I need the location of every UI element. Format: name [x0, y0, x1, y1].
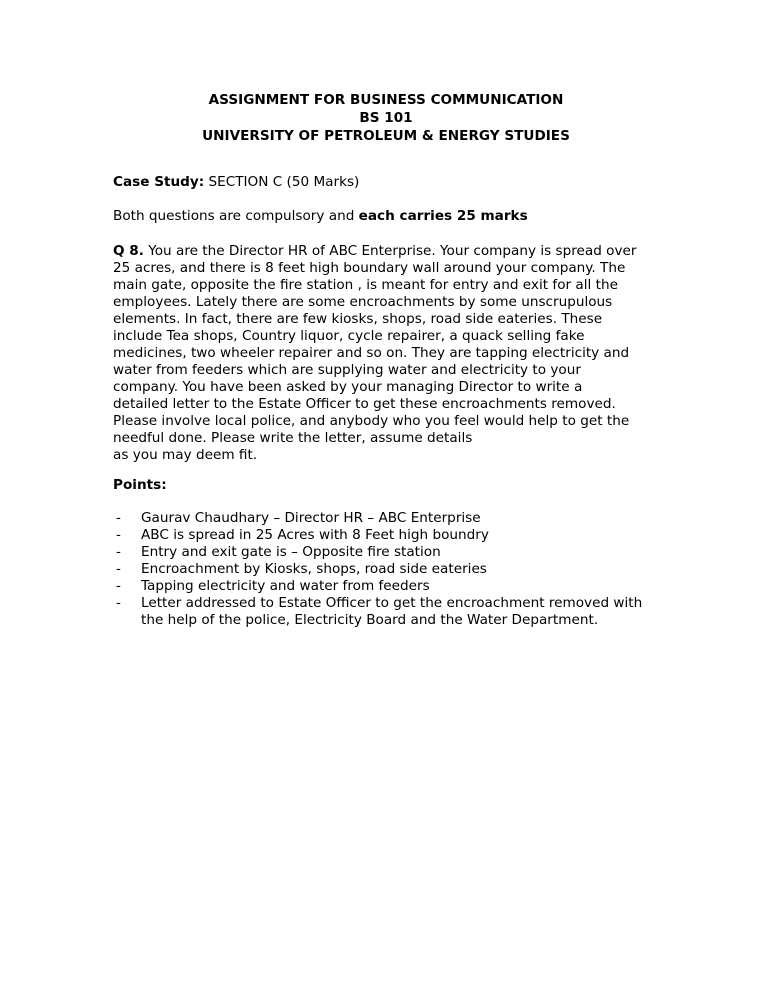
list-item-text: the help of the police, Electricity Board and the Water Department.: [141, 612, 599, 628]
header-title: ASSIGNMENT FOR BUSINESS COMMUNICATION: [208, 92, 564, 108]
question-line: water from feeders which are supplying water and electricity to your: [113, 362, 581, 378]
instructions-line: [113, 208, 528, 225]
question-line: Please involve local police, and anybody who you feel would help to get the: [113, 413, 630, 429]
question-label: Q 8.: [113, 243, 144, 259]
header-course-code: BS 101: [359, 110, 413, 126]
list-item-text: Gaurav Chaudhary – Director HR – ABC Enterprise: [141, 510, 481, 526]
list-item-text: Encroachment by Kiosks, shops, road side eateries: [141, 561, 487, 577]
bullet-dash: -: [116, 527, 121, 543]
question-line: employees. Lately there are some encroachments by some unscrupulous: [113, 294, 613, 310]
list-item: [113, 544, 673, 561]
list-item-text: Tapping electricity and water from feeders: [141, 578, 430, 594]
question-line: include Tea shops, Country liquor, cycle repairer, a quack selling fake: [113, 328, 585, 344]
instructions-bold: each carries 25 marks: [358, 208, 528, 224]
list-item: [113, 578, 673, 595]
question-line: main gate, opposite the fire station , is meant for entry and exit for all the: [113, 277, 618, 293]
list-item-continuation: [113, 612, 673, 629]
bullet-dash: -: [116, 510, 121, 526]
document-header: [0, 91, 768, 145]
question-line: detailed letter to the Estate Officer to get these encroachments removed.: [113, 396, 616, 412]
points-heading-text: Points:: [113, 477, 167, 493]
question-block: [113, 243, 673, 464]
points-heading: [113, 477, 167, 494]
list-item: [113, 595, 673, 612]
question-line: needful done. Please write the letter, assume details: [113, 430, 473, 446]
question-line: elements. In fact, there are few kiosks, shops, road side eateries. These: [113, 311, 603, 327]
bullet-dash: -: [116, 561, 121, 577]
case-study-line: [113, 174, 359, 191]
points-list: [113, 510, 673, 629]
question-line: medicines, two wheeler repairer and so on. They are tapping electricity and: [113, 345, 630, 361]
instructions-text: Both questions are compulsory and: [113, 208, 359, 224]
question-line-text: You are the Director HR of ABC Enterprise. Your company is spread over: [143, 243, 637, 259]
bullet-dash: -: [116, 595, 121, 611]
question-line: 25 acres, and there is 8 feet high boundary wall around your company. The: [113, 260, 626, 276]
question-line: as you may deem fit.: [113, 447, 258, 463]
list-item: [113, 527, 673, 544]
case-study-label: Case Study:: [113, 174, 205, 190]
question-line: [113, 243, 673, 260]
case-study-text: SECTION C (50 Marks): [204, 174, 360, 190]
question-line: company. You have been asked by your managing Director to write a: [113, 379, 583, 395]
list-item: [113, 510, 673, 527]
bullet-dash: -: [116, 544, 121, 560]
list-item-text: Entry and exit gate is – Opposite fire station: [141, 544, 441, 560]
list-item-text: Letter addressed to Estate Officer to get the encroachment removed with: [141, 595, 643, 611]
bullet-dash: -: [116, 578, 121, 594]
list-item: [113, 561, 673, 578]
header-university: UNIVERSITY OF PETROLEUM & ENERGY STUDIES: [202, 128, 570, 144]
list-item-text: ABC is spread in 25 Acres with 8 Feet high boundry: [141, 527, 489, 543]
